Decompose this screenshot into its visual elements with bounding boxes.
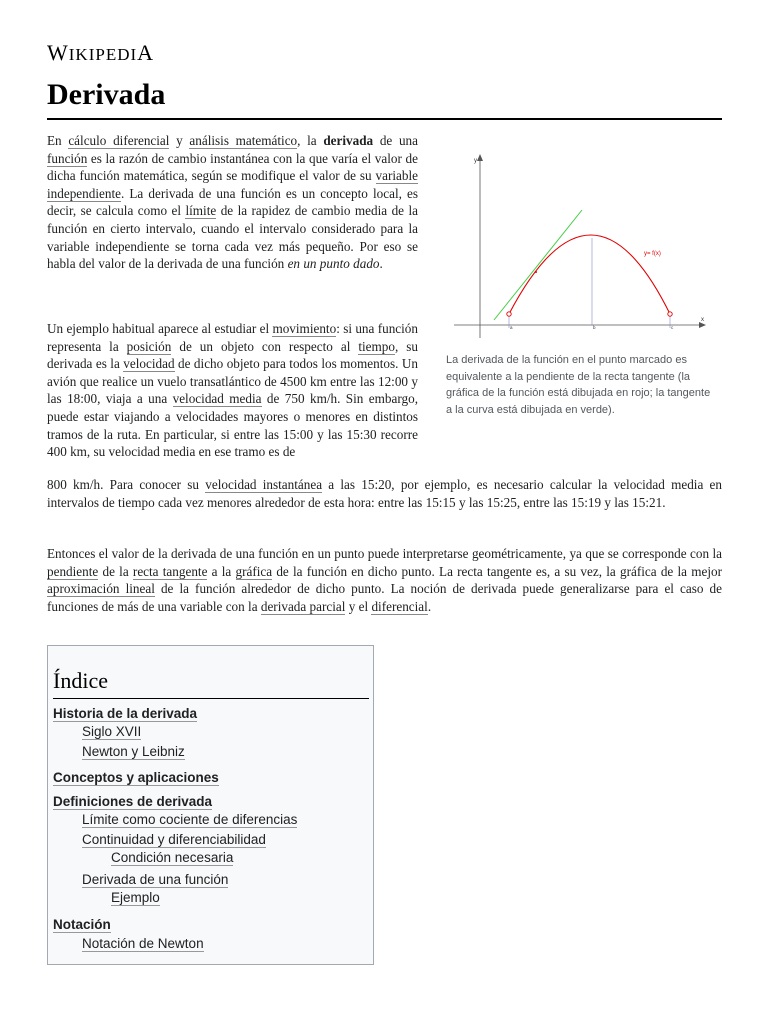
tangent-point-marker (535, 271, 537, 273)
toc-item-definiciones[interactable]: Definiciones de derivada (53, 794, 213, 809)
link-tiempo[interactable]: tiempo (358, 338, 395, 354)
toc-item-notacion-newton[interactable]: Notación de Newton (82, 936, 204, 951)
link-recta-tangente[interactable]: recta tangente (132, 563, 208, 579)
toc-item-ejemplo[interactable]: Ejemplo (111, 890, 160, 905)
intro-paragraph: En cálculo diferencial y análisis matemático, la derivada de una función es la razón de cambio instantánea con la que varía el valor de dicha función matemática, según se modifique el valor de su variable independiente. La derivada de una función es un concepto local, es decir, se calcula como el límite de la rapidez de cambio media de la función en cierto intervalo, cuando el intervalo considerado para la variable independiente se torna cada vez más pequeño. Por eso se habla del valor de la derivada de una función en un punto dado. (47, 133, 418, 272)
figure-caption: La derivada de la función en el punto marcado es equivalente a la pendiente de la recta tangente (la gráfica de la función está dibujada en rojo; la tangente a la curva está dibujada en verde). (446, 354, 711, 416)
link-diferencial[interactable]: diferencial (371, 598, 428, 614)
x-axis-label: x (701, 317, 704, 323)
toc-divider (53, 698, 369, 699)
derivative-graph (446, 148, 722, 348)
toc-item-condicion-necesaria[interactable]: Condición necesaria (111, 850, 234, 865)
link-pendiente[interactable]: pendiente (47, 563, 99, 579)
link-derivada-parcial[interactable]: derivada parcial (260, 598, 346, 614)
term-derivada: derivada (323, 133, 374, 148)
tangent-line (494, 210, 582, 320)
link-limite[interactable]: límite (185, 203, 217, 219)
tick-label-c: c (671, 325, 674, 330)
emphasis-punto-dado: en un punto dado (287, 256, 380, 272)
endpoint-a-marker (507, 312, 511, 316)
geometric-paragraph: Entonces el valor de la derivada de una función en un punto puede interpretarse geométricamente, ya que se corresponde con la pendiente de la recta tangente a la gráfica de la función en dicho punto. La recta tangente es, a su vez, la gráfica de la mejor aproximación lineal de la función alrededor de dicho punto. La noción de derivada puede generalizarse para el caso de funciones de más de una variable con la derivada parcial y el diferencial. (47, 546, 723, 614)
wikipedia-wordmark[interactable] (47, 40, 154, 66)
y-axis-arrow (477, 154, 483, 161)
function-curve (509, 235, 670, 314)
title-divider (47, 118, 722, 120)
link-velocidad[interactable]: velocidad (123, 356, 175, 372)
link-velocidad-media[interactable]: velocidad media (172, 391, 262, 407)
page-title: Derivada (47, 78, 166, 111)
toc-item-notacion[interactable]: Notación (53, 917, 111, 932)
wordmark-middle: IKIPEDI (68, 45, 138, 64)
link-aproximacion-lineal[interactable]: aproximación lineal (47, 581, 155, 597)
wordmark-initial: W (47, 40, 69, 65)
tick-label-b: b (593, 325, 596, 330)
link-posicion[interactable]: posición (126, 338, 172, 354)
table-of-contents (47, 645, 374, 965)
toc-item-siglo-xvii[interactable]: Siglo XVII (82, 724, 142, 739)
link-variable-independiente[interactable]: variable independiente (47, 168, 418, 201)
link-analisis-matematico[interactable]: análisis matemático (189, 133, 298, 148)
toc-item-historia[interactable]: Historia de la derivada (53, 706, 198, 721)
link-grafica[interactable]: gráfica (235, 563, 273, 579)
example-paragraph: Un ejemplo habitual aparece al estudiar el movimiento: si una función representa la posición de un objeto con respecto al tiempo, su derivada es la velocidad de dicho objeto para todos los momentos. Un avión que realice un vuelo transatlántico de 4500 km entre las 12:00 y las 18:00, viaja a una velocidad media de 750 km/h. Sin embargo, puede estar viajando a velocidades mayores o menores en distintos tramos de la ruta. En particular, si entre las 15:00 y las 15:30 recorre 400 km, su velocidad media en ese tramo es de (47, 321, 419, 460)
y-axis-label: y (474, 158, 477, 164)
toc-item-continuidad[interactable]: Continuidad y diferenciabilidad (82, 832, 266, 847)
toc-title: Índice (53, 668, 108, 693)
toc-item-derivada-funcion[interactable]: Derivada de una función (82, 872, 229, 887)
link-funcion[interactable]: función (47, 150, 88, 166)
link-calculo-diferencial[interactable]: cálculo diferencial (68, 133, 170, 148)
example-paragraph-continued: 800 km/h. Para conocer su velocidad instantánea a las 15:20, por ejemplo, es necesario calcular la velocidad media en intervalos de tiempo cada vez menores alrededor de esta hora: entre las 15:15 y las 15:25, entre las 15:19 y las 15:21. (47, 477, 722, 510)
link-velocidad-instantanea[interactable]: velocidad instantánea (205, 477, 323, 492)
link-movimiento[interactable]: movimiento (272, 321, 337, 336)
toc-item-limite-cociente[interactable]: Límite como cociente de diferencias (82, 812, 298, 827)
curve-label: y= f(x) (644, 251, 661, 257)
toc-item-newton-leibniz[interactable]: Newton y Leibniz (82, 744, 185, 759)
endpoint-c-marker (668, 312, 672, 316)
toc-item-conceptos[interactable]: Conceptos y aplicaciones (53, 770, 219, 785)
wordmark-final: A (137, 40, 155, 65)
tick-label-a: a (510, 325, 513, 330)
